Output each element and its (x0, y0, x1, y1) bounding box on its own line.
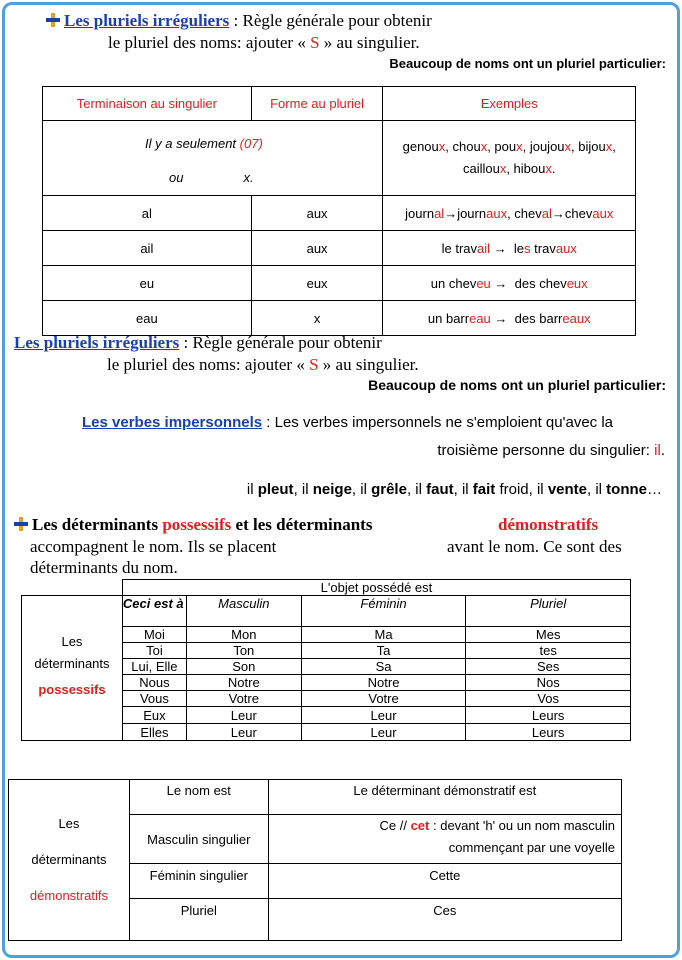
section4-title-c: et les déterminants (231, 515, 373, 534)
section2-rule-s: S (309, 355, 319, 374)
demonstratifs-side-label: Les déterminants démonstratifs (9, 780, 130, 941)
section2-line1 (14, 333, 382, 353)
table-row: Toi Ton Ta tes (22, 643, 631, 659)
header-terminaison: Terminaison au singulier (43, 87, 252, 121)
plural-cell: aux (251, 196, 383, 231)
section1-note: Beaucoup de noms ont un pluriel particulier: (389, 56, 666, 71)
section1-title: Les pluriels irréguliers (64, 11, 230, 30)
section2-title: Les pluriels irréguliers (14, 333, 180, 352)
header-exemples: Exemples (383, 87, 636, 121)
section4-title-d: démonstratifs (498, 515, 599, 534)
table-header-row (22, 596, 631, 627)
table-row (43, 266, 636, 301)
table-header-row (9, 780, 622, 815)
section3-il: il (654, 442, 661, 459)
row0-ou: ou (169, 170, 184, 185)
section3-period: . (660, 442, 665, 459)
section1-rule-a: : Règle générale pour obtenir (229, 11, 432, 30)
table-row: Eux Leur Leur Leurs (22, 707, 631, 724)
header-pluriel: Pluriel (466, 596, 631, 627)
plural-cell: eux (251, 266, 383, 301)
header-objet: L'objet possédé est (122, 580, 630, 596)
arrow-bullet-icon (46, 13, 62, 27)
section1-line2 (108, 33, 420, 53)
example-cell: un barreau → des barreaux (383, 301, 636, 336)
header-nom: Le nom est (129, 780, 268, 815)
term-cell: eau (43, 301, 252, 336)
table-row: Elles Leur Leur Leurs (22, 724, 631, 741)
section4-line3: déterminants du nom. (30, 558, 178, 577)
section1-rule-c: » au singulier. (319, 33, 420, 52)
section4-line2-a: accompagnent le nom. Ils se placent (30, 537, 277, 556)
term-cell: ail (43, 231, 252, 266)
table-row: Nous Notre Notre Nos (22, 675, 631, 691)
table-row (43, 301, 636, 336)
section2-note: Beaucoup de noms ont un pluriel particulier: (368, 377, 666, 393)
arrow-bullet-icon (14, 517, 30, 531)
empty-cell (22, 580, 123, 596)
section1-rule-b: le pluriel des noms: ajouter « (108, 33, 311, 52)
section3-text-b: troisième personne du singulier: (437, 442, 655, 459)
section3-line2 (437, 442, 665, 459)
header-masculin: Masculin (186, 596, 301, 627)
table-row: Moi Mon Ma Mes (22, 627, 631, 643)
term-cell: eu (43, 266, 252, 301)
header-ceci: Ceci est à (122, 596, 186, 627)
row0-x: x. (243, 170, 254, 185)
table-header-row (43, 87, 636, 121)
example-cell: journal→journaux, cheval→chevaux (383, 196, 636, 231)
section2-rule-c: » au singulier. (318, 355, 419, 374)
table-header-row (22, 580, 631, 596)
section4-title-b: possessifs (162, 515, 232, 534)
section3-examples: il pleut, il neige, il grêle, il faut, il fait froid, il vente, il tonne… (246, 481, 662, 498)
possessifs-side-label: Les déterminants possessifs (22, 596, 123, 741)
table-row (43, 121, 636, 196)
plural-endings-table (42, 86, 636, 336)
demonstrative-table (8, 779, 622, 941)
section2-rule-b: le pluriel des noms: ajouter « (107, 355, 310, 374)
section3-text-a: : Les verbes impersonnels ne s'emploient qu'avec la (262, 414, 614, 431)
possessive-table (21, 579, 631, 741)
header-feminin: Féminin (301, 596, 466, 627)
section1-rule-s: S (310, 33, 320, 52)
header-determinant: Le déterminant démonstratif est (268, 780, 621, 815)
header-forme: Forme au pluriel (251, 87, 383, 121)
example-cell: le travail → les travaux (383, 231, 636, 266)
term-cell: al (43, 196, 252, 231)
section2-rule-a: : Règle générale pour obtenir (179, 333, 382, 352)
row-label: Féminin singulier (129, 864, 268, 899)
example-cell: un cheveu → des cheveux (383, 266, 636, 301)
section4-title-a: Les déterminants (32, 515, 163, 534)
row0-count: (07) (239, 136, 263, 151)
row-value: Ce // cet : devant 'h' ou un nom masculin commençant par une voyelle (268, 815, 621, 864)
table-row: Vous Votre Votre Vos (22, 691, 631, 707)
section3-title: Les verbes impersonnels (82, 414, 263, 431)
row-label: Pluriel (129, 899, 268, 941)
table-row: Lui, Elle Son Sa Ses (22, 659, 631, 675)
row0-text: Il y a seulement (145, 136, 240, 151)
section4-line2-b: avant le nom. Ce sont des (447, 537, 622, 556)
row-value: Ces (268, 899, 621, 941)
section3-line1 (82, 414, 613, 431)
section4-line1 (14, 515, 372, 535)
plural-cell: x (251, 301, 383, 336)
row0-examples: genoux, choux, poux, joujoux, bijoux, cailloux, hiboux. (383, 121, 636, 196)
row-value: Cette (268, 864, 621, 899)
row-label: Masculin singulier (129, 815, 268, 864)
table-row (43, 231, 636, 266)
row-ou-x-cell (43, 121, 383, 196)
section1-line1 (46, 11, 432, 31)
plural-cell: aux (251, 231, 383, 266)
section2-line2 (107, 355, 419, 375)
table-row (43, 196, 636, 231)
